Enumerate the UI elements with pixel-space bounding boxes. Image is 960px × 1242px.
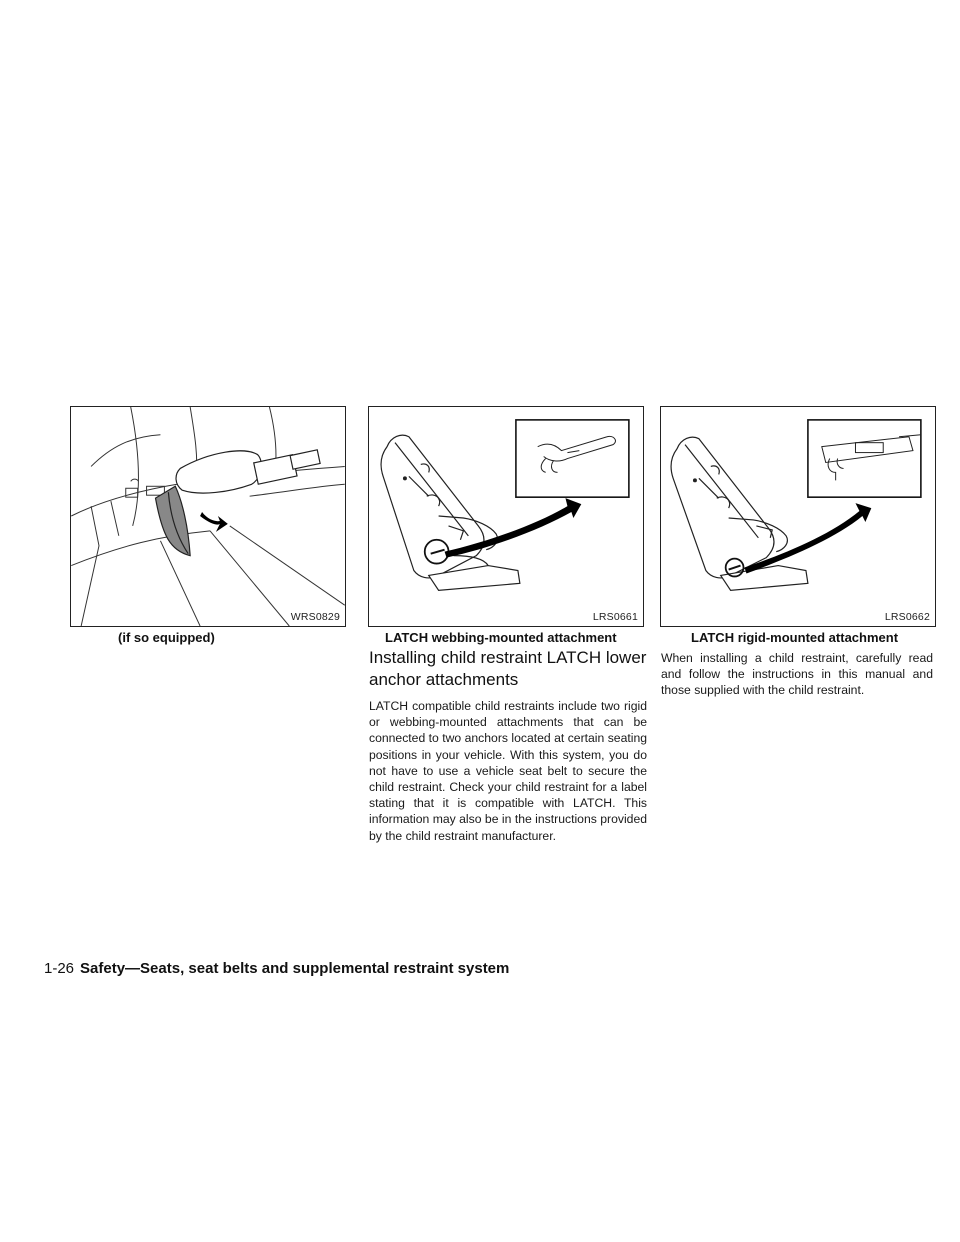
figure-latch-webbing (368, 406, 644, 627)
footer-section-title: Safety—Seats, seat belts and supplemental restraint system (80, 960, 510, 977)
figure-seat-belt-cover (70, 406, 346, 627)
figure-caption: LATCH rigid-mounted attachment (691, 630, 899, 645)
figure-code: LRS0662 (884, 611, 930, 623)
body-paragraph: When installing a child restraint, carefully read and follow the instructions in this manual and those supplied with the child restraint. (661, 651, 933, 698)
child-seat-rigid-latch-illustration-icon (661, 407, 935, 626)
figure-caption: LATCH webbing-mounted attachment (385, 630, 617, 645)
body-paragraph: LATCH compatible child restraints include two rigid or webbing-mounted attachments that can be connected to two anchors located at certain seating positions in your vehicle. With this system, you do not have to use a vehicle seat belt to secure the child restraint. Check your child restraint for a label stating that it is compatible with LATCH. This information may also be in the instructions provided by the child restraint manufacturer. (369, 699, 647, 843)
page-number: 1-26 (44, 960, 75, 977)
section-heading: Installing child restraint LATCH lower anchor attachments (369, 648, 647, 689)
figure-code: LRS0661 (592, 611, 638, 623)
figure-latch-rigid (660, 406, 936, 627)
seat-belt-buckle-cover-illustration-icon (71, 407, 345, 626)
page-footer (44, 960, 509, 977)
figure-caption: (if so equipped) (118, 630, 215, 645)
figure-code: WRS0829 (290, 611, 340, 623)
child-seat-webbing-latch-illustration-icon (369, 407, 643, 626)
